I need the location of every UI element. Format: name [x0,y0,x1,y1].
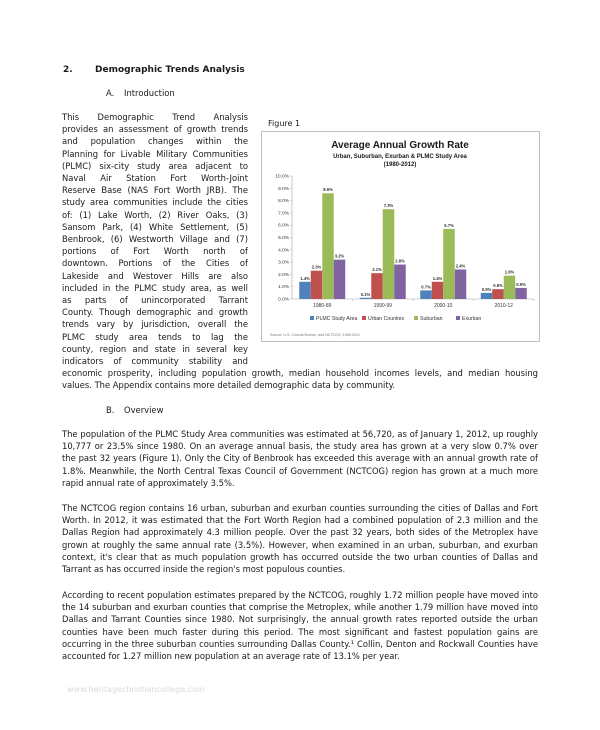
bar [492,289,504,299]
bar [299,282,311,299]
data-label: 0.7% [421,284,431,290]
y-tick-label: 1.0% [278,285,289,291]
data-label: 0.5% [481,286,492,292]
data-label: 0.8% [493,283,503,289]
intro-line: indicators of community stability and [62,356,248,367]
bar [515,288,527,299]
bar [443,229,455,299]
data-label: 1.9% [504,269,515,275]
section-number: 2. [63,65,73,75]
bar [432,282,444,299]
chart-subtitle: Urban, Suburban, Exurban & PLMC Study Area [333,154,467,160]
y-tick-label: 8.0% [278,199,289,205]
watermark: www.heritagechristiancollege.com [67,685,205,694]
intro-line: and population changes within the [62,136,248,147]
data-label: 5.7% [444,222,454,228]
legend-label: Urban Counties [368,316,405,322]
legend-label: Suburban [420,316,443,322]
y-tick-label: 3.0% [278,260,289,266]
intro-line: Lakeside and Westover Hills are also [62,270,248,281]
chart-title: Average Annual Growth Rate [331,140,469,151]
intro-line: Sansom Park, (4) White Settlement, (5) [62,221,248,232]
legend-swatch [362,316,366,320]
intro-line: county, region and state in several key [62,343,248,354]
bar [420,290,432,299]
legend-swatch [414,316,418,320]
x-tick-label: 2000-10 [434,303,453,309]
intro-line: as parts of unincorporated Tarrant [62,295,248,306]
data-label: 2.8% [395,258,405,264]
overview-paragraph: According to recent population estimates prepared by the NCTCOG, roughly 1.72 million people have moved into the 14 suburban and exurban counties that comprise the Metroplex, while another 1.79 million have moved into Dallas and Tarrant Counties since 1980. Not surprisingly, the annual growth rates reported outside the urban counties have been much faster during this period. The most significant and fastest population gains are occurring in the three suburban counties surrounding Dallas County.¹ Collin, Denton and Rockwall Counties have accounted for 1.27 million new population at an average rate of 13.1% per year. [62,590,538,662]
intro-line: portions of Fort Worth north of [62,246,248,257]
intro-line: PLMC study area tends to lag the [62,331,248,342]
overview-paragraph: The NCTCOG region contains 16 urban, suburban and exurban counties surrounding the cities of Dallas and Fort Worth. In 2012, it was estimated that the Fort Worth Region had a combined population of 2.3 million and the Dallas Region had approximately 4.3 million people. Over the past 32 years, both sides of the Metroplex have grown at roughly the same annual rate (3.5%). However, when examined in an urban, suburban, and exurban context, it's clear that as much population growth has occurred outside the two urban counties of Dallas and Tarrant as has occurred inside the region's most populous counties. [62,503,538,575]
growth-rate-chart [261,131,540,342]
subsection-heading-introduction [106,88,175,98]
chart-canvas [262,132,539,341]
data-label: 2.3% [311,264,322,270]
intro-line: provides an assessment of growth trends [62,124,248,135]
legend-swatch [456,316,460,320]
bar [334,260,346,299]
data-label: 0.1% [360,291,371,297]
x-tick-label: 2010-12 [494,303,513,309]
legend-label: PLMC Study Area [316,316,358,322]
y-tick-label: 5.0% [278,236,289,241]
subsection-title: Introduction [124,88,175,98]
data-label: 2.4% [455,263,466,269]
y-tick-label: 6.0% [278,223,289,229]
legend-swatch [310,316,314,320]
x-tick-label: 1980-89 [313,303,332,309]
subsection-letter: A. [106,88,115,98]
data-label: 7.3% [383,203,394,209]
subsection-letter: B. [106,405,115,415]
intro-line: County. Though demographic and growth [62,307,248,318]
chart-source: Source: U.S. Census Bureau, and NCTCOG, 1980-2012 [270,333,360,337]
bar [481,293,493,299]
data-label: 3.2% [334,253,345,259]
intro-line: This Demographic Trend Analysis [62,112,248,122]
intro-line: included in the PLMC study area, as well [62,282,248,293]
x-tick-label: 1990-99 [373,303,392,309]
bar [394,265,406,299]
intro-paragraph [62,111,248,367]
subsection-heading-overview [106,405,163,415]
y-tick-label: 4.0% [278,248,289,254]
y-tick-label: 0.0% [278,297,289,303]
figure-label: Figure 1 [268,119,301,128]
y-tick-label: 2.0% [278,272,289,278]
section-title: Demographic Trends Analysis [95,65,245,75]
intro-line: of: (1) Lake Worth, (2) River Oaks, (3) [62,209,248,220]
bar [311,271,323,299]
bar [360,298,372,299]
intro-paragraph-continuation: economic prosperity, including population growth, median household incomes levels, and median housing values. The Appendix contains more detailed demographic data by community. [62,368,538,391]
bar [322,193,334,299]
data-label: 1.4% [432,275,443,281]
subsection-title: Overview [124,405,164,415]
intro-line: Planning for Livable Military Communities [62,148,248,159]
intro-line: study area communities include the cities [62,197,248,208]
bar [504,276,516,299]
intro-line: Reserve Base (NAS Fort Worth JRB). The [62,185,248,196]
y-tick-label: 9.0% [278,186,289,192]
bar [383,209,395,299]
data-label: 0.9% [516,281,526,287]
data-label: 2.1% [372,267,382,273]
chart-subtitle-years: (1980-2012) [383,162,417,168]
intro-line: trends vary by jurisdiction, overall the [62,319,248,330]
intro-line: downtown. Portions of the Cities of [62,258,248,269]
data-label: 8.6% [323,187,333,193]
overview-paragraph: The population of the PLMC Study Area communities was estimated at 56,720, as of January 1, 2012, up roughly 10,777 or 23.5% since 1980. On an average annual basis, the study area has grown at a very slow 0.7% over the past 32 years (Figure 1). Only the City of Benbrook has exceeded this average with an annual growth rate of 1.8%. Meanwhile, the North Central Texas Council of Government (NCTCOG) region has grown at a much more rapid annual rate of approximately 3.5%. [62,429,538,488]
legend-label: Exurban [462,316,482,322]
section-heading [63,65,245,75]
intro-line: Naval Air Station Fort Worth-Joint [62,173,248,184]
y-tick-label: 7.0% [278,211,289,217]
bar [455,269,467,299]
intro-line: (PLMC) six-city study area adjacent to [62,160,248,171]
bar [371,273,383,299]
data-label: 1.4% [300,275,310,281]
intro-line: Benbrook, (6) Westworth Village and (7) [62,234,248,245]
y-tick-label: 10.0% [275,174,289,180]
